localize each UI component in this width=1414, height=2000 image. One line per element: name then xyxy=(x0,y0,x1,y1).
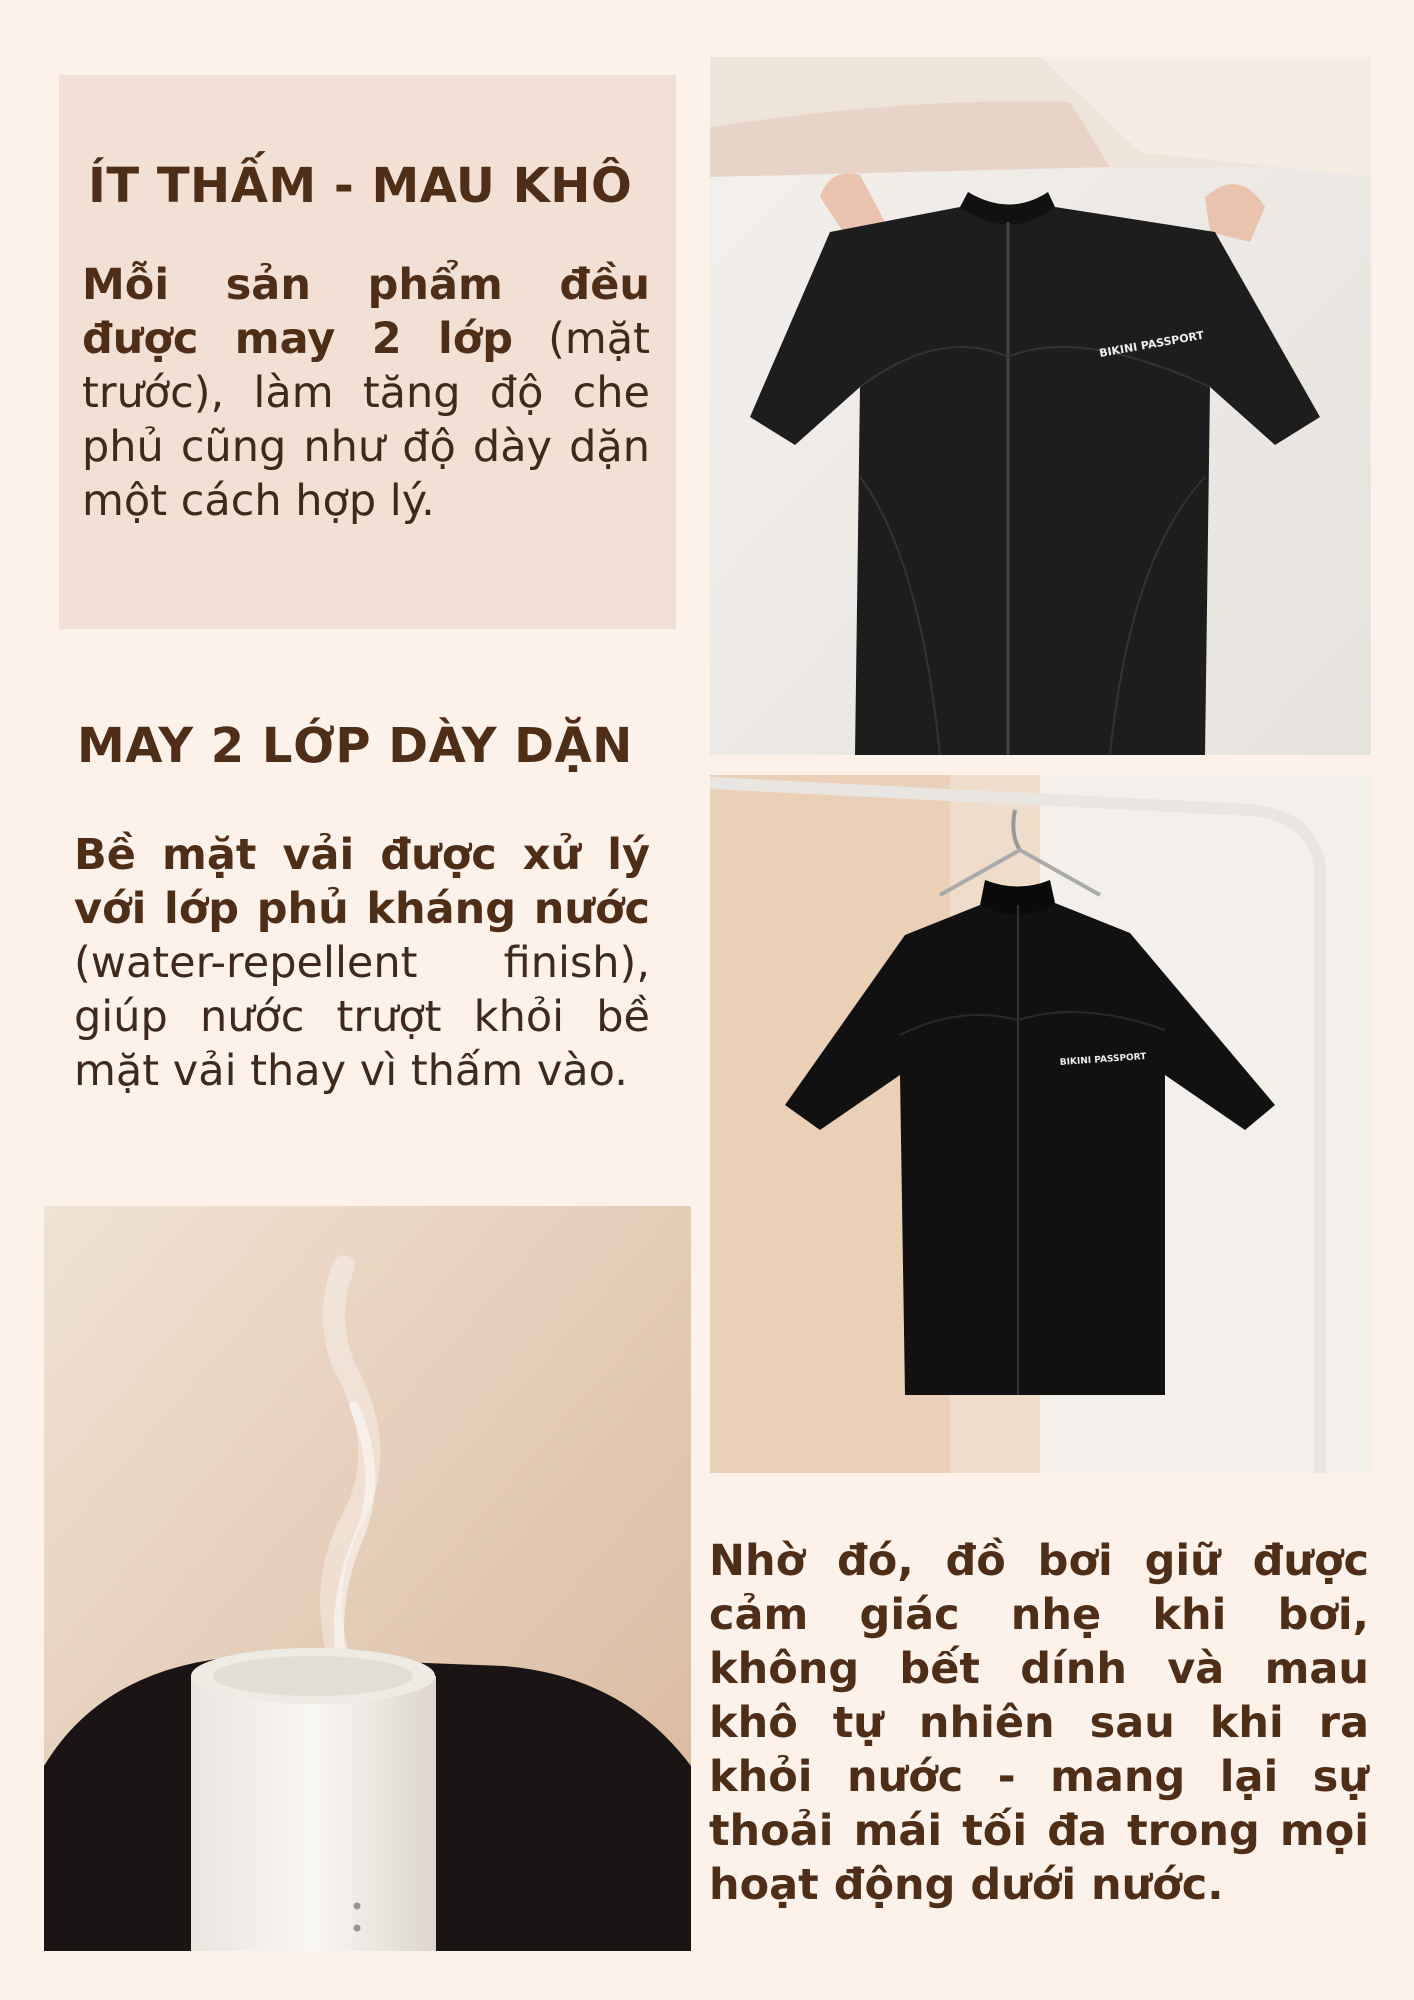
section-text-rest: (water-repellent finish), giúp nước trượt khỏi bề mặt vải thay vì thấm vào. xyxy=(74,938,650,1096)
section-text-comfort: Nhờ đó, đồ bơi giữ được cảm giác nhẹ khi bơi, không bết dính và mau khô tự nhiên sau khi ra khỏi nước - mang lại sự thoải mái tối đa trong mọi hoạt động dưới nước. xyxy=(709,1536,1369,1910)
photo-swim-top-on-hanger xyxy=(710,775,1371,1473)
section-text-bold: Bề mặt vải được xử lý với lớp phủ kháng nước xyxy=(74,830,650,934)
section-text-water-repellent xyxy=(74,828,650,1098)
section-title-double-layer: MAY 2 LỚP DÀY DẶN xyxy=(77,718,633,774)
brand-label: BIKINI PASSPORT xyxy=(1059,1051,1147,1068)
section-text-bold: Mỗi sản phẩm đều được may 2 lớp xyxy=(82,260,650,364)
photo-hands-holding-swim-top xyxy=(710,57,1371,755)
section-text-rest: (mặt trước), làm tăng độ che phủ cũng như độ dày dặn một cách hợp lý. xyxy=(82,314,651,526)
photo-steam-over-fabric xyxy=(44,1206,691,1951)
section-text-double-layer xyxy=(82,258,650,528)
section-title-quick-dry: ÍT THẤM - MAU KHÔ xyxy=(88,158,633,214)
brand-label: BIKINI PASSPORT xyxy=(1098,328,1205,360)
